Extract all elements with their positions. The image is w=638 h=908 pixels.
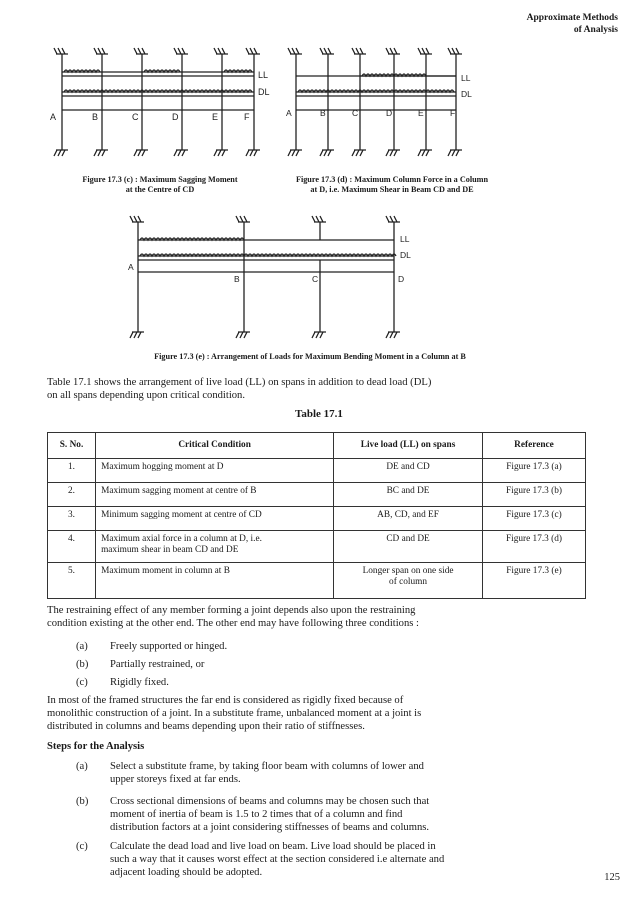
node-label: C <box>352 108 359 118</box>
running-header <box>527 12 618 36</box>
node-label: B <box>320 108 326 118</box>
page-number: 125 <box>604 872 620 883</box>
node-label: D <box>398 274 405 284</box>
table-header-row <box>48 433 586 459</box>
column-header: S. No. <box>48 433 96 459</box>
column-header: Live load (LL) on spans <box>334 433 483 459</box>
intro-paragraph: Table 17.1 shows the arrangement of live load (LL) on spans in addition to dead load (DL) on all spans depending upon critical condition. <box>47 377 432 401</box>
step-item: (b) Cross sectional dimensions of beams and columns may be chosen such that moment of inertia of beam is 1.5 to 2 times that of a column and find distribution factors at a joint considering stiffnesses of beams and columns. <box>76 796 430 833</box>
table-row: 2. Maximum sagging moment at centre of B BC and DE Figure 17.3 (b) <box>48 483 586 507</box>
node-label: B <box>92 112 99 122</box>
node-label: E <box>212 112 219 122</box>
critical-conditions-table <box>47 432 586 599</box>
column-header: Critical Condition <box>96 433 334 459</box>
table-row: 3. Minimum sagging moment at centre of CD AB, CD, and EF Figure 17.3 (c) <box>48 507 586 531</box>
figure-17-3-e <box>124 212 444 347</box>
table-row: 5. Maximum moment in column at B Longer span on one side of column Figure 17.3 (e) <box>48 563 586 599</box>
figure-caption-d: Figure 17.3 (d) : Maximum Column Force in a Column at D, i.e. Maximum Shear in Beam CD and DE <box>295 175 489 194</box>
restraining-paragraph: The restraining effect of any member forming a joint depends also upon the restraining condition existing at the other end. The other end may have following three conditions : <box>47 605 419 629</box>
table-row: 1. Maximum hogging moment at D DE and CD Figure 17.3 (a) <box>48 459 586 483</box>
framed-structures-paragraph: In most of the framed structures the far end is considered as rigidly fixed because of monolithic construction of a joint. In a substitute frame, unbalanced moment at a joint is distributed in columns and beams depending upon their ratio of stiffnesses. <box>47 695 422 732</box>
dl-label: DL <box>461 89 472 99</box>
node-label: E <box>418 108 424 118</box>
ll-label: LL <box>258 70 269 80</box>
step-item: (c) Calculate the dead load and live load on beam. Live load should be placed in such a way that it causes worst effect at the section considered i.e alternate and adjacent loading should be adopted. <box>76 841 445 878</box>
step-item: (a) Select a substitute frame, by taking floor beam with columns of lower and upper storeys fixed at far ends. <box>76 761 424 785</box>
header-line-1: Approximate Methods <box>526 13 618 23</box>
node-label: B <box>234 274 240 284</box>
node-label: A <box>50 112 57 122</box>
table-row: 4. Maximum axial force in a column at D, i.e. maximum shear in beam CD and DE CD and DE Figure 17.3 (d) <box>48 531 586 563</box>
figure-caption-c: Figure 17.3 (c) : Maximum Sagging Moment at the Centre of CD <box>82 175 238 194</box>
steps-heading: Steps for the Analysis <box>47 741 145 752</box>
condition-item: (a) Freely supported or hinged. <box>76 641 228 652</box>
column-header: Reference <box>482 433 585 459</box>
figure-17-3-c <box>48 40 278 170</box>
dl-label: DL <box>400 250 411 260</box>
node-label: C <box>312 274 319 284</box>
node-label: F <box>244 112 250 122</box>
node-label: D <box>386 108 393 118</box>
node-label: D <box>172 112 179 122</box>
node-label: A <box>286 108 292 118</box>
node-label: A <box>128 262 134 272</box>
table-title: Table 17.1 <box>295 408 343 420</box>
ll-label: LL <box>400 234 410 244</box>
figure-caption-e: Figure 17.3 (e) : Arrangement of Loads for Maximum Bending Moment in a Column at B <box>154 352 466 361</box>
header-line-2: of Analysis <box>573 25 618 35</box>
node-label: F <box>450 108 456 118</box>
figure-17-3-d <box>284 40 494 170</box>
condition-item: (b) Partially restrained, or <box>76 659 205 670</box>
dl-label: DL <box>258 87 270 97</box>
ll-label: LL <box>461 73 471 83</box>
condition-item: (c) Rigidly fixed. <box>76 677 169 688</box>
node-label: C <box>132 112 139 122</box>
